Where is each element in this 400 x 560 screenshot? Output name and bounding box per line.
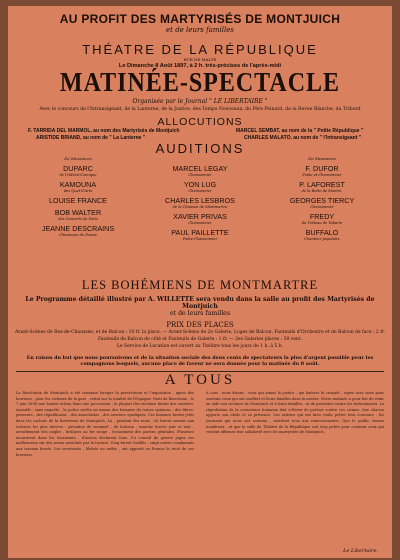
performer-note: des Quat'Z'Arts: [63, 189, 93, 193]
allocution-item: MARCEL SEMBAT, au nom de la " Petite République ": [236, 128, 364, 134]
allocution-item: CHARLES MALATO, au nom de " l'Intransigeant ": [244, 135, 362, 141]
notice-text: En raison du but que nous poursuivons et de la situation sociale des deux cents de spectateurs la plus d'argent possible pour les compagnons lesquels, aucune place de faveur ne sera donnée pour la matinée du 8 août.: [26, 355, 374, 367]
programme-line-2: et de leurs familles: [169, 310, 231, 317]
price-line: Fauteuils de Balcon de côté et Fauteuils de Galerie : 1 fr. — 2es Galeries places : 50 cent.: [97, 337, 303, 342]
performer-note: de l'Odéon-Comique: [59, 173, 97, 177]
column-header: De Messieurs: [64, 156, 92, 161]
auditions-center-column: [140, 156, 260, 241]
performer-name: JEANNE DESCRAINS: [41, 224, 115, 233]
performer-note: du Tréteau de Tabarin: [301, 221, 343, 225]
performer-note: Chansonnier: [310, 205, 334, 209]
allocutions-title: ALLOCUTIONS: [157, 116, 243, 128]
performer-name: XAVIER PRIVAS: [173, 212, 227, 221]
auditions-left-column: [18, 156, 138, 237]
performer-note: Chanteuse de Poésie: [59, 233, 97, 237]
signature: Le Libertaire.: [343, 548, 378, 554]
performer-note: de la Butte de Montm.: [301, 189, 343, 193]
allocution-item: F. TARRIDA DEL MARMOL, au nom des Martyrisés de Montjuich: [28, 128, 180, 134]
date-line: Le Dimanche 8 Août 1897, à 2 h. très-précises de l'après-midi: [118, 63, 282, 69]
performer-note: Chansonnier: [188, 189, 212, 193]
performer-name: MARCEL LEGAY: [172, 164, 228, 173]
performer-name: KAMOUNA: [59, 180, 97, 189]
column-header: De Messieurs: [308, 156, 336, 161]
programme-line: Le Programme détaillé illustré par A. WILLETTE sera vendu dans la salle au profit des Martyrisés de Montjuich: [25, 296, 375, 310]
performer-name: BOB WALTER: [54, 208, 102, 217]
body-column-right: A tous , nous disons : vous qui aimez la justice , qui haïssez la cruauté , soyez avec nous pour soutenir ceux qui ont souffert et leurs familles dans la misère. Notre matinée a pour but de venir en aide aux victimes de Montjuich et à leurs familles , et de protester contre les tortionnaires. La réprobation de la conscience humaine doit s'élever de partout contre ces crimes. Que chacun apporte son obole et sa présence. Les artistes qui ont bien voulu prêter leur concours , les journaux qui nous ont soutenu , méritent tous nos remerciements. Que le public vienne nombreux , et que la salle du Théâtre de la République soit trop petite pour contenir ceux qui veulent affirmer leur solidarité avec les martyrisés de Montjuich.: [206, 391, 384, 435]
performer-note: Chansonnier: [188, 173, 212, 177]
support-line: Avec le concours de l'Intransigeant, de la Lanterne, de la Justice, des Temps Nouveaux, du Père Peinard, de la Revue Blanche, du Tribord: [39, 107, 361, 112]
performer-note: Poète-Chansonnier: [182, 237, 218, 241]
price-line: Le Service de Location est ouvert au Théâtre tous les jours de 1 h. à 5 h.: [116, 344, 284, 349]
theatre-title: THÉATRE DE LA RÉPUBLIQUE: [82, 42, 318, 57]
allocutions-list: [8, 128, 392, 144]
performer-note: Chansonnier: [188, 221, 212, 225]
auditions-right-column: [262, 156, 382, 241]
performer-name: CHARLES LESBROS: [165, 196, 235, 205]
auditions-title: AUDITIONS: [155, 141, 245, 156]
profit-heading: AU PROFIT DES MARTYRISÉS DE MONTJUICH: [59, 12, 341, 26]
performer-name: LOUISE FRANCE: [49, 196, 107, 205]
performer-note: Poète et Chansonnier: [302, 173, 342, 177]
prices-title: PRIX DES PLACES: [166, 321, 234, 329]
street-line: RUE DE MALTE: [183, 57, 217, 62]
families-subheading: et de leurs familles: [166, 26, 234, 34]
bohemiens-heading: LES BOHÉMIENS DE MONTMARTRE: [81, 278, 319, 292]
a-tous-body: [16, 391, 384, 558]
performer-name: F. DUFOR: [305, 164, 339, 173]
performer-note: Chanteur populaire: [304, 237, 340, 241]
poster: [8, 6, 392, 558]
price-line: Avant-Scènes de Rez-de-Chaussée, et de Balcon : 10 fr. la place. — Avant-Scènes de 2e Galerie, Loges de Balcon, Fauteuils d'Orchestre et de Balcon de face : 2 fr.: [15, 330, 385, 335]
performer-name: P. LAFOREST: [299, 180, 345, 189]
performer-name: PAUL PAILLETTE: [171, 228, 229, 237]
auditions-columns: [8, 156, 392, 278]
organizer-line: Organisée par le Journal " LE LIBERTAIRE ": [132, 98, 268, 105]
main-title: MATINÉE-SPECTACLE: [59, 68, 341, 98]
body-column-left: La Révolution de Montjuich a été commise lorsque la persécution et l'inquisition , après des horreurs , pour les victimes de la gare , retint sur la totalité de l'Espagne. Parti de Barcelone , le 7 juin 1896 une bombe éclata dans une procession ; la plupart des victimes furent des ouvriers. Aussitôt , sans enquête , la police arrêta en masse des hommes de toutes opinions , des libres-penseurs , des républicains , des anarchistes , des ouvriers syndiqués. Ces hommes furent jetés dans les cachots de la forteresse de Montjuich. Là , pendant des mois , ils furent soumis aux tortures les plus atroces : privation de sommeil , de boisson , marche forcée jour et nuit , arrachement des ongles , brûlures au fer rouge , écrasement des parties génitales. Plusieurs moururent dans les tourments , d'autres devinrent fous. Un conseil de guerre jugea ces malheureux sur des aveux arrachés par la torture. Cinq furent fusillés , vingt autres condamnés aux travaux forcés. Les survivants , libérés ou exilés , ont apporté en France le récit de ces horreurs.: [16, 391, 194, 457]
performer-note: de la Chanson de Montmartre: [172, 205, 228, 209]
allocution-item: ARISTIDE BRIAND, au nom de " La Lanterne ": [36, 135, 146, 141]
performer-name: BUFFALO: [305, 228, 339, 237]
performer-name: YON LUG: [183, 180, 217, 189]
performer-name: FREDY: [309, 212, 335, 221]
performer-name: GEORGES TIERCY: [289, 196, 355, 205]
performer-note: des Concerts de Paris: [58, 217, 98, 221]
a-tous-heading: A TOUS: [164, 372, 236, 388]
performer-name: DUPARC: [63, 164, 93, 173]
